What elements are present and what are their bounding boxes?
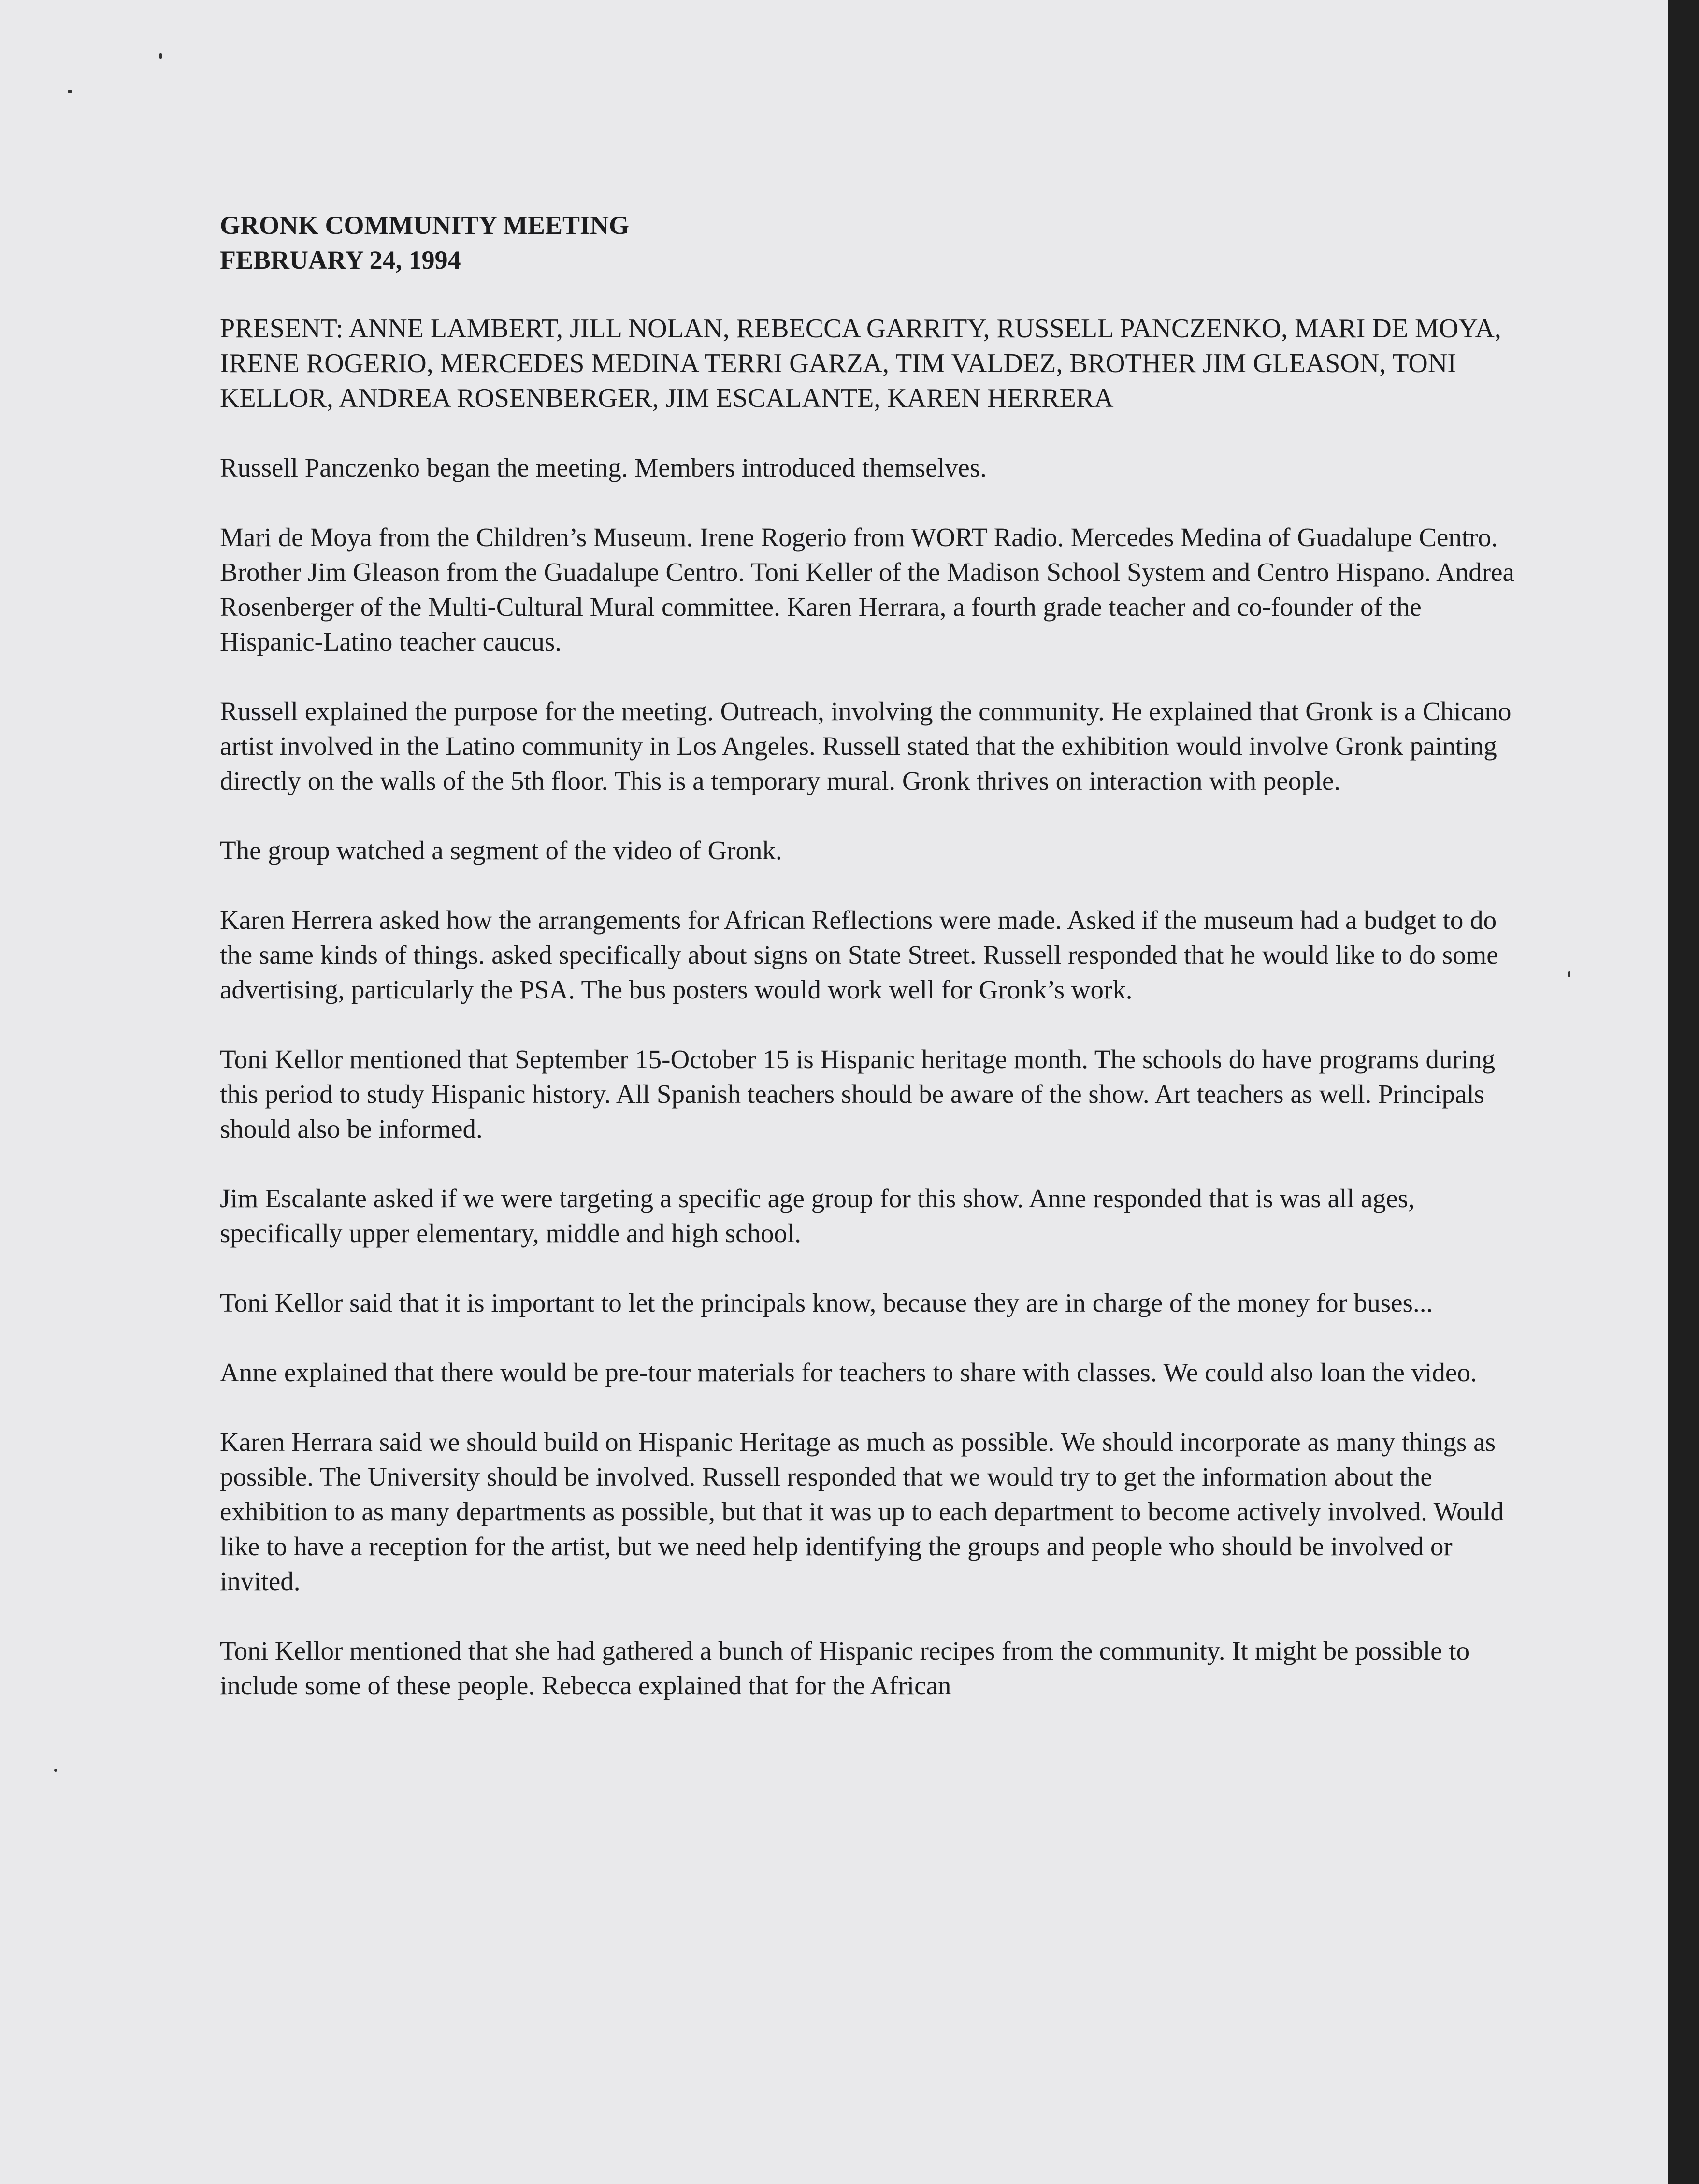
paragraph: Toni Kellor said that it is important to let the principals know, because they are in charge of the money for buses... — [220, 1288, 1433, 1317]
paragraph: Toni Kellor mentioned that September 15-October 15 is Hispanic heritage month. The schools do have programs during this period to study Hispanic history. All Spanish teachers should be aware of the show. Art teachers as well. Principals should also be informed. — [220, 1044, 1496, 1143]
scan-background-edge — [1668, 0, 1699, 2184]
paragraph: Russell explained the purpose for the meeting. Outreach, involving the community. He explained that Gronk is a Chicano artist involved in the Latino community in Los Angeles. Russell stated that the exhibition would involve Gronk painting directly on the walls of the 5th floor. This is a temporary mural. Gronk thrives on interaction with people. — [220, 696, 1512, 795]
stray-mark — [1568, 971, 1570, 977]
paragraph: Toni Kellor mentioned that she had gathered a bunch of Hispanic recipes from the community. It might be possible to include some of these people. Rebecca explained that for the African — [220, 1636, 1470, 1700]
stray-mark — [159, 53, 162, 59]
document-date: FEBRUARY 24, 1994 — [220, 246, 461, 275]
paragraph: Karen Herrera asked how the arrangements for African Reflections were made. Asked if the museum had a budget to do the same kinds of things. asked specifically about signs on State Street. Russell responded that he would like to do some advertising, particularly the PSA. The bus posters would work well for Gronk’s work. — [220, 905, 1498, 1004]
paragraph: Russell Panczenko began the meeting. Members introduced themselves. — [220, 453, 987, 482]
document-body — [220, 208, 1525, 1703]
paragraph: Karen Herrara said we should build on Hispanic Heritage as much as possible. We should incorporate as many things as possible. The University should be involved. Russell responded that we would try to get the information about the exhibition to as many departments as possible, but that it was up to each department to become actively involved. Would like to have a reception for the artist, but we need help identifying the groups and people who should be involved or invited. — [220, 1427, 1504, 1596]
stray-mark — [68, 90, 72, 93]
document-title: GRONK COMMUNITY MEETING — [220, 211, 629, 240]
paragraph: Mari de Moya from the Children’s Museum. Irene Rogerio from WORT Radio. Mercedes Medina of Guadalupe Centro. Brother Jim Gleason from the Guadalupe Centro. Toni Keller of the Madison School System and Centro Hispano. Andrea Rosenberger of the Multi-Cultural Mural committee. Karen Herrara, a fourth grade teacher and co-founder of the Hispanic-Latino teacher caucus. — [220, 522, 1514, 656]
paragraph: Jim Escalante asked if we were targeting a specific age group for this show. Anne responded that is was all ages, specifically upper elementary, middle and high school. — [220, 1184, 1415, 1248]
paragraph: Anne explained that there would be pre-tour materials for teachers to share with classes. We could also loan the video. — [220, 1358, 1477, 1387]
attendees-list: PRESENT: ANNE LAMBERT, JILL NOLAN, REBECCA GARRITY, RUSSELL PANCZENKO, MARI DE MOYA, IRENE ROGERIO, MERCEDES MEDINA TERRI GARZA, TIM VALDEZ, BROTHER JIM GLEASON, TONI KELLOR, ANDREA ROSENBERGER, JIM ESCALANTE, KAREN HERRERA — [220, 314, 1501, 413]
stray-mark — [54, 1769, 57, 1772]
paragraph: The group watched a segment of the video of Gronk. — [220, 836, 782, 865]
